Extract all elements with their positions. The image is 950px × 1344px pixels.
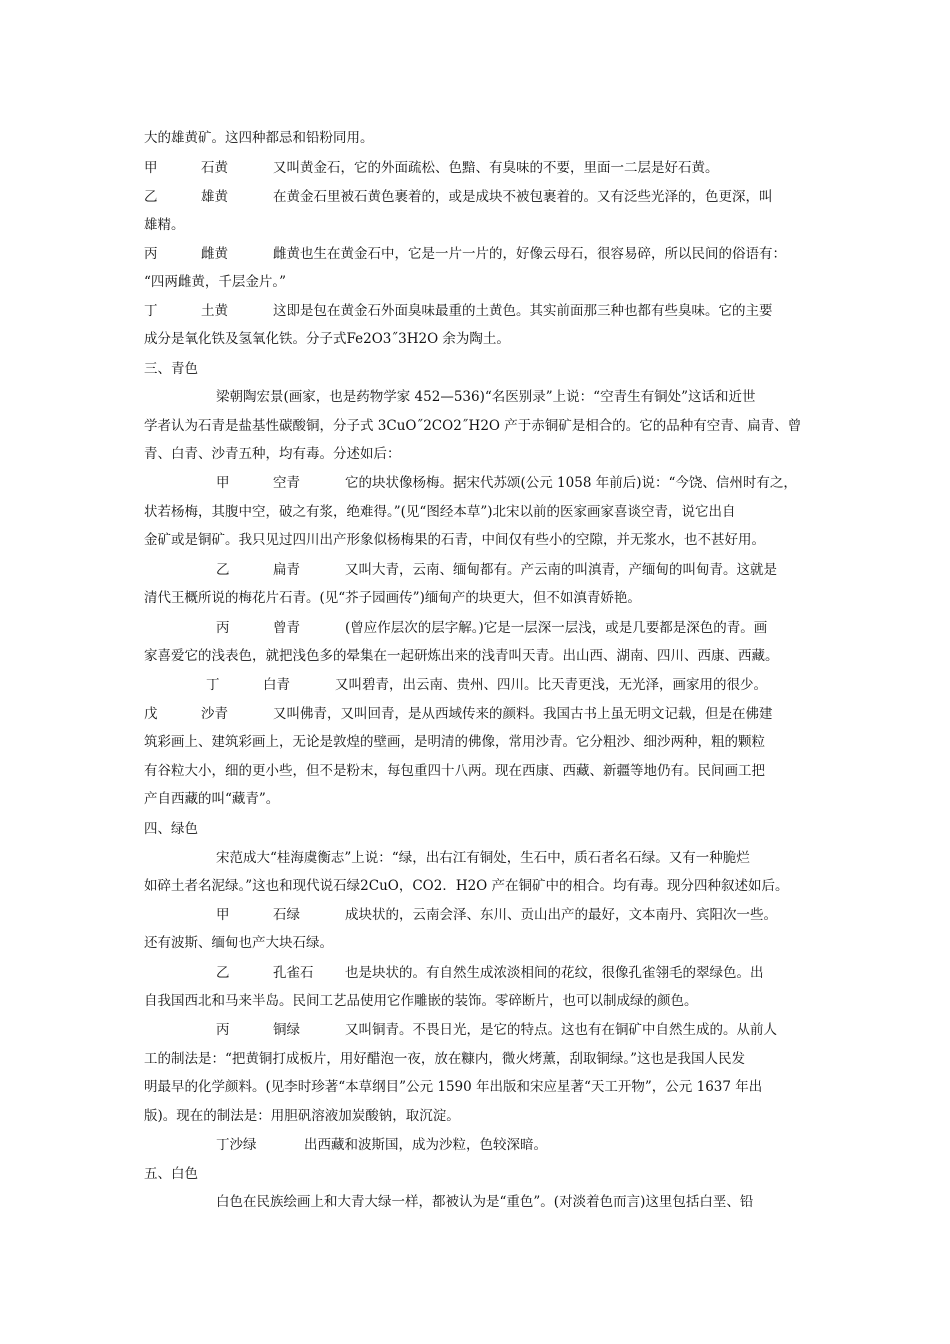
paragraph-text: 状若杨梅，其腹中空，破之有浆，绝难得。”(见“图经本草”)北宋以前的医家画家喜谈空青，说它出自 bbox=[144, 504, 736, 520]
text-line bbox=[144, 216, 185, 234]
paragraph-text: 清代王概所说的梅花片石青。(见“芥子园画传”)缅甸产的块更大，但不如滇青娇艳。 bbox=[144, 590, 641, 606]
paragraph-text: 产自西藏的叫“藏青”。 bbox=[144, 791, 280, 807]
text-line bbox=[144, 790, 279, 808]
paragraph-text: 成分是氧化铁及氢氧化铁。分子式Fe2O3˝3H2O 余为陶土。 bbox=[144, 331, 510, 347]
text-line bbox=[144, 129, 374, 147]
text-line bbox=[144, 877, 789, 895]
text-line bbox=[144, 1107, 460, 1125]
item-name: 雌黄 bbox=[201, 246, 228, 262]
paragraph-text: 白色在民族绘画上和大青大绿一样，都被认为是“重色”。(对淡着色而言)这里包括白垩、铅 bbox=[216, 1194, 754, 1210]
item-name: 白青 bbox=[263, 677, 290, 693]
paragraph-text: 宋范成大“桂海虞衡志”上说：“绿，出右江有铜处，生石中，质石者名石绿。又有一种脆烂 bbox=[216, 850, 750, 866]
item-name: 石绿 bbox=[273, 907, 300, 923]
paragraph-text: 有谷粒大小，细的更小些，但不是粉末，每包重四十八两。现在西康、西藏、新疆等地仍有。民间画工把 bbox=[144, 763, 765, 779]
item-name: 曾青 bbox=[273, 620, 300, 636]
item-description: 出西藏和波斯国，成为沙粒，色较深暗。 bbox=[304, 1137, 547, 1153]
text-line bbox=[144, 188, 804, 206]
item-name: 雄黄 bbox=[201, 189, 228, 205]
text-line bbox=[144, 1078, 762, 1096]
item-marker: 丁 bbox=[144, 303, 158, 319]
text-line bbox=[216, 964, 764, 982]
text-line bbox=[216, 474, 797, 492]
text-line bbox=[144, 245, 804, 263]
paragraph-text: 筑彩画上、建筑彩画上，无论是敦煌的壁画，是明清的佛像，常用沙青。它分粗沙、细沙两种，粗的颗粒 bbox=[144, 734, 765, 750]
item-marker: 甲 bbox=[144, 160, 158, 176]
paragraph-text: “四两雌黄，千层金片。” bbox=[144, 274, 287, 290]
item-marker: 甲 bbox=[216, 475, 230, 491]
item-description: 它的块状像杨梅。据宋代苏颂(公元 1058 年前后)说：“今饶、信州时有之， bbox=[345, 475, 797, 491]
text-line bbox=[144, 762, 765, 780]
item-description: 也是块状的。有自然生成浓淡相间的花纹，很像孔雀翎毛的翠绿色。出 bbox=[345, 965, 764, 981]
item-name: 土黄 bbox=[201, 303, 228, 319]
text-line bbox=[216, 849, 750, 867]
item-marker: 丙 bbox=[216, 620, 230, 636]
paragraph-text: 自我国西北和马来半岛。民间工艺品使用它作雕嵌的装饰。零碎断片，也可以制成绿的颜色。 bbox=[144, 993, 698, 1009]
text-line bbox=[144, 647, 779, 665]
section-heading-text: 四、绿色 bbox=[144, 821, 198, 837]
item-description: 在黄金石里被石黄色裹着的，或是成块不被包裹着的。又有泛些光泽的，色更深，叫 bbox=[273, 189, 773, 205]
paragraph-text: 家喜爱它的浅表色，就把浅色多的晕集在一起研炼出来的浅青叫天青。出山西、湖南、四川、西康、西藏。 bbox=[144, 648, 779, 664]
text-line bbox=[144, 159, 804, 177]
text-line bbox=[144, 330, 510, 348]
paragraph-text: 工的制法是：“把黄铜打成板片，用好醋泡一夜，放在糠内，微火烤薰，刮取铜绿。”这也是我国人民发 bbox=[144, 1051, 746, 1067]
section-heading bbox=[144, 360, 198, 378]
text-line bbox=[144, 302, 804, 320]
item-description: 又叫黄金石，它的外面疏松、色黯、有臭味的不要，里面一二层是好石黄。 bbox=[273, 160, 719, 176]
paragraph-text: 大的雄黄矿。这四种都忌和铅粉同用。 bbox=[144, 130, 374, 146]
item-name: 沙青 bbox=[201, 706, 228, 722]
item-description: 又叫铜青。不畏日光，是它的特点。这也有在铜矿中自然生成的。从前人 bbox=[345, 1022, 777, 1038]
text-line bbox=[144, 1050, 745, 1068]
item-marker: 乙 bbox=[144, 189, 158, 205]
item-name: 空青 bbox=[273, 475, 300, 491]
text-line bbox=[144, 445, 401, 463]
paragraph-text: 版)。现在的制法是：用胆矾溶液加炭酸钠，取沉淀。 bbox=[144, 1108, 460, 1124]
text-line bbox=[216, 1193, 753, 1211]
item-marker: 甲 bbox=[216, 907, 230, 923]
text-line bbox=[216, 1136, 547, 1154]
item-description: 又叫碧青，出云南、贵州、四川。比天青更浅，无光泽，画家用的很少。 bbox=[335, 677, 767, 693]
item-description: 又叫佛青，又叫回青，是从西域传来的颜料。我国古书上虽无明文记载，但是在佛建 bbox=[273, 706, 773, 722]
text-line bbox=[144, 733, 765, 751]
section-heading-text: 三、青色 bbox=[144, 361, 198, 377]
paragraph-text: 明最早的化学颜料。(见李时珍著“本草纲目”公元 1590 年出版和宋应星著“天工开物”，公元 1637 年出 bbox=[144, 1079, 763, 1095]
text-line bbox=[216, 1021, 777, 1039]
item-description: 雌黄也生在黄金石中，它是一片一片的，好像云母石，很容易碎，所以民间的俗语有： bbox=[273, 246, 786, 262]
item-marker: 乙 bbox=[216, 562, 230, 578]
item-name: 孔雀石 bbox=[273, 965, 314, 981]
text-line bbox=[144, 934, 333, 952]
item-marker: 丙 bbox=[144, 246, 158, 262]
paragraph-text: 学者认为石青是盐基性碳酸铜，分子式 3CuO˝2CO2˝H2O 产于赤铜矿是相合的。它的品种有空青、扁青、曾 bbox=[144, 418, 802, 434]
item-marker: 乙 bbox=[216, 965, 230, 981]
item-description: (曾应作层次的层字解。)它是一层深一层浅，或是几要都是深色的青。画 bbox=[345, 620, 768, 636]
text-line bbox=[144, 531, 765, 549]
section-heading-text: 五、白色 bbox=[144, 1166, 198, 1182]
text-line bbox=[216, 619, 767, 637]
item-name: 铜绿 bbox=[273, 1022, 300, 1038]
text-line bbox=[144, 992, 698, 1010]
text-line bbox=[144, 503, 736, 521]
item-marker: 丙 bbox=[216, 1022, 230, 1038]
paragraph-text: 雄精。 bbox=[144, 217, 185, 233]
text-line bbox=[216, 388, 755, 406]
paragraph-text: 青、白青、沙青五种，均有毒。分述如后： bbox=[144, 446, 401, 462]
item-description: 成块状的，云南会泽、东川、贡山出产的最好，文本南丹、宾阳次一些。 bbox=[345, 907, 777, 923]
paragraph-text: 如碎土者名泥绿。”这也和现代说石绿2CuO，CO2．H2O 产在铜矿中的相合。均有毒。现分四种叙述如后。 bbox=[144, 878, 789, 894]
paragraph-text: 还有波斯、缅甸也产大块石绿。 bbox=[144, 935, 333, 951]
item-description: 又叫大青，云南、缅甸都有。产云南的叫滇青，产缅甸的叫甸青。这就是 bbox=[345, 562, 777, 578]
text-line bbox=[144, 273, 286, 291]
text-line bbox=[216, 906, 777, 924]
item-marker: 丁 bbox=[206, 677, 220, 693]
text-line bbox=[144, 589, 641, 607]
item-marker: 戊 bbox=[144, 706, 158, 722]
item-name: 丁沙绿 bbox=[216, 1137, 257, 1153]
paragraph-text: 梁朝陶宏景(画家，也是药物学家 452—536)“名医别录”上说：“空青生有铜处”这话和近世 bbox=[216, 389, 756, 405]
item-name: 扁青 bbox=[273, 562, 300, 578]
text-line bbox=[144, 417, 801, 435]
section-heading bbox=[144, 1165, 198, 1183]
text-line bbox=[206, 676, 767, 694]
paragraph-text: 金矿或是铜矿。我只见过四川出产形象似杨梅果的石青，中间仅有些小的空隙，并无浆水，也不甚好用。 bbox=[144, 532, 765, 548]
section-heading bbox=[144, 820, 198, 838]
text-line bbox=[216, 561, 777, 579]
text-line bbox=[144, 705, 773, 723]
item-description: 这即是包在黄金石外面臭味最重的土黄色。其实前面那三种也都有些臭味。它的主要 bbox=[273, 303, 773, 319]
item-name: 石黄 bbox=[201, 160, 228, 176]
